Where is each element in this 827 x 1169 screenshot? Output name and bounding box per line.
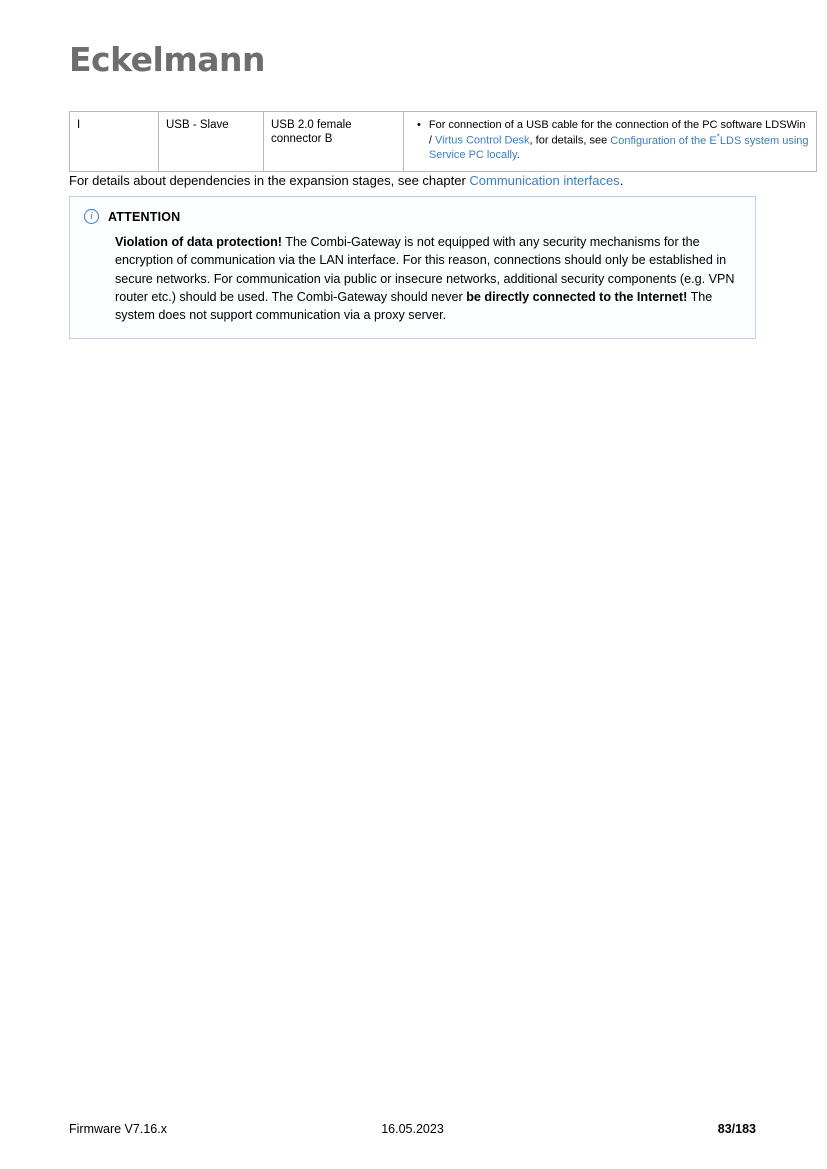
link-configuration-elds[interactable]: Configuration of the E*LDS system using Service PC locally [428,132,809,162]
bullet-marker: • [417,119,421,131]
link-communication-interfaces[interactable]: Communication interfaces [469,173,620,188]
dependencies-paragraph [69,172,769,190]
note-bold: be directly connected to the Internet! [466,289,688,304]
footer-page-number: 83/183 [717,1122,756,1136]
link-virtus-control-desk[interactable]: Virtus Control Desk [434,134,530,147]
attention-note [69,196,756,339]
info-icon: i [84,209,99,224]
company-logo: Eckelmann [69,40,265,79]
note-title: ATTENTION [108,209,181,224]
footer-firmware: Firmware V7.16.x [69,1122,167,1136]
footer-date: 16.05.2023 [381,1122,444,1136]
desc-text-3: . [516,149,520,162]
desc-text-1: For connection of a USB cable for the connection of the PC software LDSWin / [428,119,806,147]
cell-connector: USB 2.0 female connector B [264,112,404,172]
note-text-2: The system does not support communication via a proxy server. [115,289,713,322]
note-lead: Violation of data protection! [115,235,282,249]
cell-index: I [70,112,159,172]
bullet-text [429,118,809,163]
bullet-item [411,118,809,163]
note-text-1: The Combi-Gateway is not equipped with any security mechanisms for the encryption of communication via the LAN interface. For this reason, connections should only be established in secure networks. For communication via public or insecure networks, additional security components (e.g. VPN router etc.) should be used. The Combi-Gateway should never [115,235,735,304]
note-header [84,209,741,224]
paragraph-text-after: . [619,173,624,188]
interface-table [69,111,817,172]
cell-name: USB - Slave [159,112,264,172]
desc-text-2: , for details, see [529,134,611,147]
cell-description [404,112,817,172]
note-body [115,233,741,324]
table-row [70,112,817,172]
paragraph-text-before: For details about dependencies in the expansion stages, see chapter [69,173,470,188]
